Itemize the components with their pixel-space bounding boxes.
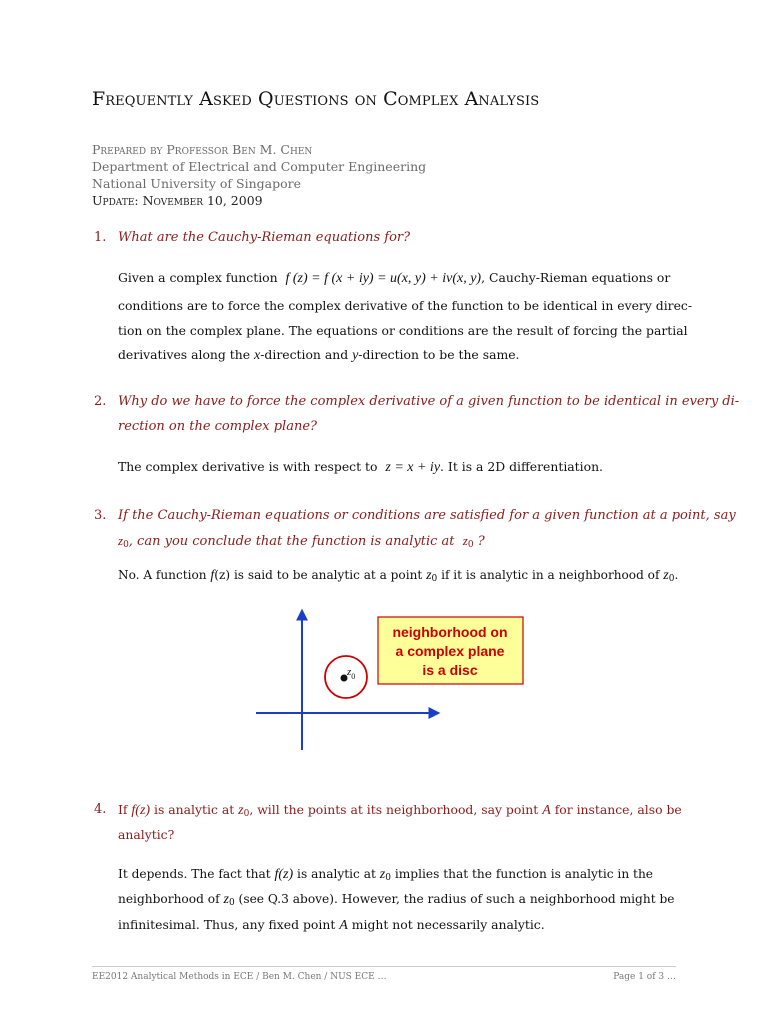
q1-answer-line-3: tion on the complex plane. The equations or conditions are the result of forcing the partial bbox=[118, 323, 688, 338]
q1-number: 1. bbox=[94, 230, 107, 245]
q2-question-line-1: Why do we have to force the complex derivative of a given function to be identical in every di- bbox=[118, 394, 740, 409]
q4-answer-line-3: infinitesimal. Thus, any fixed point A might not necessarily analytic. bbox=[118, 917, 545, 933]
q1-question: What are the Cauchy-Rieman equations for? bbox=[118, 230, 411, 245]
q1-function-formula: f (z) = f (x + iy) = u(x, y) + iv(x, y) bbox=[285, 271, 482, 286]
q4-question-line-2: analytic? bbox=[118, 827, 175, 842]
q3-number: 3. bbox=[94, 508, 107, 523]
q2-answer: The complex derivative is with respect to z = x + iy. It is a 2D differentiation. bbox=[118, 459, 603, 475]
q1-answer-line-2: conditions are to force the complex derivative of the function to be identical in every direc- bbox=[118, 298, 693, 313]
q4-question-line-1: If f(z) is analytic at $z_0$, will the points at its neighborhood, say point A for instance, also be bbox=[118, 802, 682, 819]
footer-divider bbox=[92, 966, 676, 967]
q4-number: 4. bbox=[94, 802, 107, 817]
update-label: Update bbox=[92, 193, 135, 208]
q4-answer-line-1: It depends. The fact that f(z) is analytic at $z_0$ implies that the function is analytic in the bbox=[118, 867, 654, 883]
university: National University of Singapore bbox=[92, 176, 301, 191]
q3-question-line-1: If the Cauchy-Rieman equations or conditions are satisfied for a given function at a point, say bbox=[118, 508, 736, 523]
q2-question-line-2: rection on the complex plane? bbox=[118, 419, 317, 434]
q2-number: 2. bbox=[94, 394, 107, 409]
label-line-1: neighborhood on bbox=[392, 624, 508, 640]
complex-plane-diagram bbox=[250, 605, 530, 755]
q1-answer-line-4: derivatives along the x-direction and y-direction to be the same. bbox=[118, 347, 520, 363]
q3-answer: No. A function f(z) is said to be analytic at a point $z_0$ if it is analytic in a neighborhood of $z_0$. bbox=[118, 568, 679, 584]
q4-answer-line-2: neighborhood of $z_0$ (see Q.3 above). However, the radius of such a neighborhood might be bbox=[118, 892, 675, 908]
q1-answer-line-1: Given a complex function f (z) = f (x + iy) = u(x, y) + iv(x, y), Cauchy-Rieman equations or bbox=[118, 270, 671, 286]
update-value: November 10, 2009 bbox=[142, 193, 263, 208]
label-line-3: is a disc bbox=[422, 662, 478, 678]
q3-question-line-2: $z_0$, can you conclude that the function is analytic at $z_0$ ? bbox=[118, 533, 485, 550]
footer-course-info: EE2012 Analytical Methods in ECE / Ben M. Chen / NUS ECE … bbox=[92, 972, 387, 982]
label-line-2: a complex plane bbox=[395, 643, 505, 659]
update-date: Update: November 10, 2009 bbox=[92, 193, 263, 208]
point-z0-label: $z_0$ bbox=[347, 666, 356, 681]
department: Department of Electrical and Computer Engineering bbox=[92, 159, 427, 174]
document-title: Frequently Asked Questions on Complex Analysis bbox=[92, 88, 540, 110]
prepared-by: Prepared by Professor Ben M. Chen bbox=[92, 142, 313, 157]
footer-page-number: Page 1 of 3 … bbox=[613, 972, 676, 982]
q2-z-formula: z = x + iy bbox=[385, 460, 441, 475]
